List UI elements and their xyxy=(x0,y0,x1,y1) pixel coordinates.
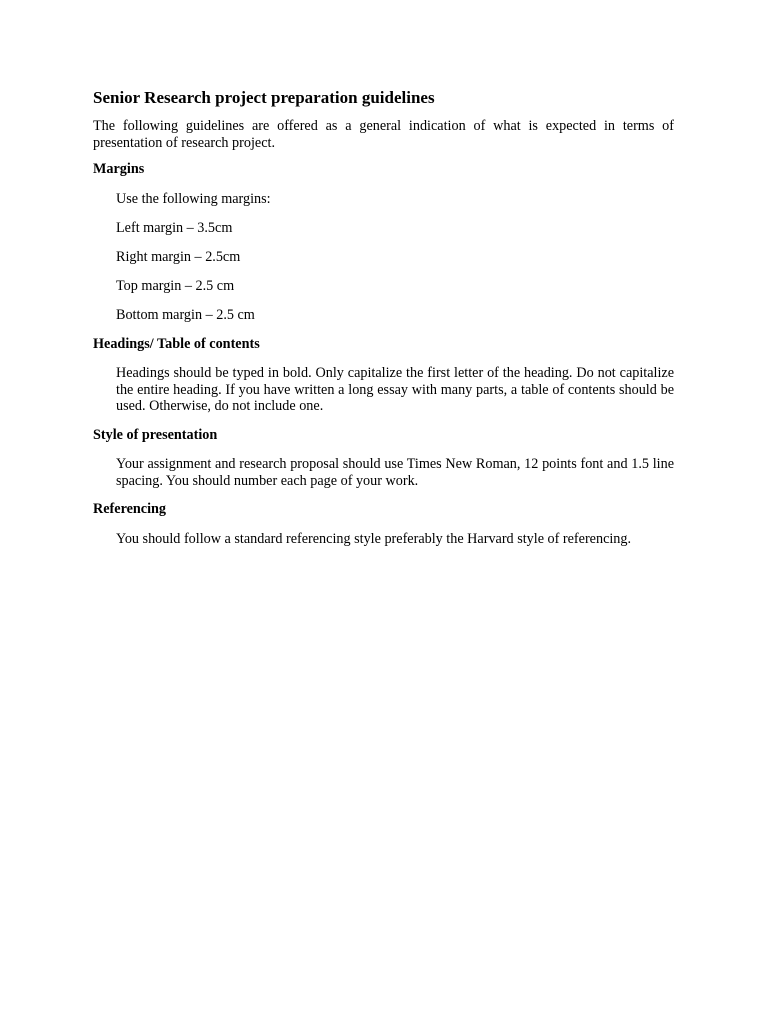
section-style xyxy=(93,427,674,490)
margins-intro-line: Use the following margins: xyxy=(116,190,271,207)
style-paragraph: Your assignment and research proposal should use Times New Roman, 12 points font and 1.5 line spacing. You should number each page of your work. xyxy=(116,456,674,489)
right-margin-line: Right margin – 2.5cm xyxy=(116,248,241,265)
headings-paragraph: Headings should be typed in bold. Only capitalize the first letter of the heading. Do not capitalize the entire heading. If you have written a long essay with many parts, a table of contents should be used. Otherwise, do not include one. xyxy=(116,365,674,414)
document-title: Senior Research project preparation guidelines xyxy=(93,88,435,107)
margins-list xyxy=(93,191,674,324)
referencing-paragraph: You should follow a standard referencing style preferably the Harvard style of referencing. xyxy=(116,530,632,547)
intro-paragraph: The following guidelines are offered as a general indication of what is expected in terms of presentation of research project. xyxy=(93,118,674,151)
section-heading-margins: Margins xyxy=(93,161,145,177)
section-heading-referencing: Referencing xyxy=(93,501,167,517)
section-margins xyxy=(93,161,674,323)
bottom-margin-line: Bottom margin – 2.5 cm xyxy=(116,306,255,323)
section-heading-headings: Headings/ Table of contents xyxy=(93,335,260,352)
section-headings xyxy=(93,336,674,415)
section-heading-style: Style of presentation xyxy=(93,426,218,443)
document-page xyxy=(93,88,674,559)
section-referencing xyxy=(93,501,674,547)
top-margin-line: Top margin – 2.5 cm xyxy=(116,277,235,294)
left-margin-line: Left margin – 3.5cm xyxy=(116,219,233,236)
